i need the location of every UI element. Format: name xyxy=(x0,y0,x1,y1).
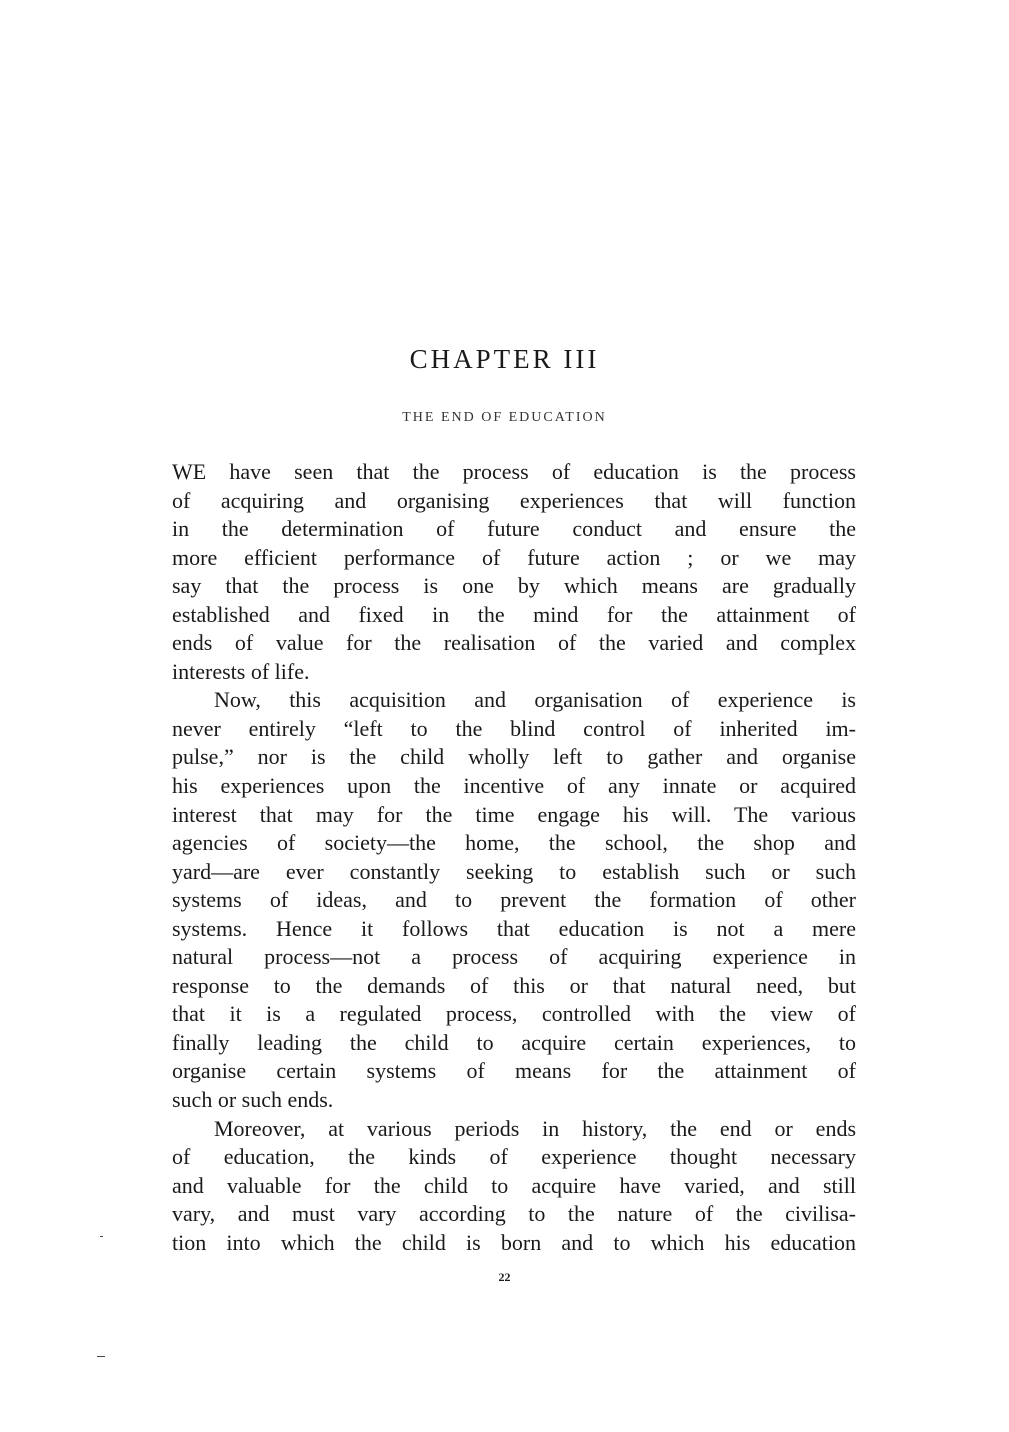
paragraph-2 xyxy=(172,686,856,1114)
text-line: that it is a regulated process, controlled with the view of xyxy=(172,1001,856,1027)
text-line: and valuable for the child to acquire have varied, and still xyxy=(172,1172,856,1198)
text-line: Now, this acquisition and organisation of experience is xyxy=(214,687,856,713)
text-line: his experiences upon the incentive of any innate or acquired xyxy=(172,773,856,799)
page-number: 22 xyxy=(498,1270,511,1284)
chapter-heading: CHAPTER III xyxy=(409,344,600,374)
text-line: organise certain systems of means for the attainment of xyxy=(172,1058,856,1084)
text-line: ends of value for the realisation of the varied and complex xyxy=(172,630,856,656)
paragraph-1 xyxy=(172,458,856,686)
margin-mark xyxy=(100,1236,103,1237)
text-line: systems. Hence it follows that education is not a mere xyxy=(172,915,856,941)
text-line: say that the process is one by which means are gradually xyxy=(172,573,856,599)
text-line: in the determination of future conduct and ensure the xyxy=(172,516,856,542)
text-line: of acquiring and organising experiences that will function xyxy=(172,487,856,513)
text-line: vary, and must vary according to the nature of the civilisa- xyxy=(172,1201,856,1227)
body-text xyxy=(172,458,856,1257)
text-line: pulse,” nor is the child wholly left to gather and organise xyxy=(172,744,856,770)
text-line: WE have seen that the process of education is the process xyxy=(172,459,856,484)
text-line: never entirely “left to the blind control of inherited im- xyxy=(172,715,856,741)
text-line: established and fixed in the mind for the attainment of xyxy=(172,601,856,627)
text-line: natural process—not a process of acquiring experience in xyxy=(172,944,856,970)
text-line: such or such ends. xyxy=(172,1087,334,1113)
text-line: finally leading the child to acquire certain experiences, to xyxy=(172,1029,856,1055)
text-line: more efficient performance of future action ; or we may xyxy=(172,544,856,570)
text-line: Moreover, at various periods in history, the end or ends xyxy=(214,1115,856,1141)
text-line: systems of ideas, and to prevent the formation of other xyxy=(172,887,856,913)
chapter-subtitle: THE END OF EDUCATION xyxy=(402,410,607,425)
paragraph-3 xyxy=(172,1115,856,1258)
text-line: yard—are ever constantly seeking to establish such or such xyxy=(172,858,856,884)
margin-mark xyxy=(97,1356,105,1357)
text-line: of education, the kinds of experience thought necessary xyxy=(172,1144,856,1170)
text-line: interest that may for the time engage his will. The various xyxy=(172,801,856,827)
text-line: tion into which the child is born and to which his education xyxy=(172,1229,856,1255)
text-line: agencies of society—the home, the school, the shop and xyxy=(172,830,856,856)
text-line: interests of life. xyxy=(172,658,310,684)
text-line: response to the demands of this or that natural need, but xyxy=(172,972,856,998)
